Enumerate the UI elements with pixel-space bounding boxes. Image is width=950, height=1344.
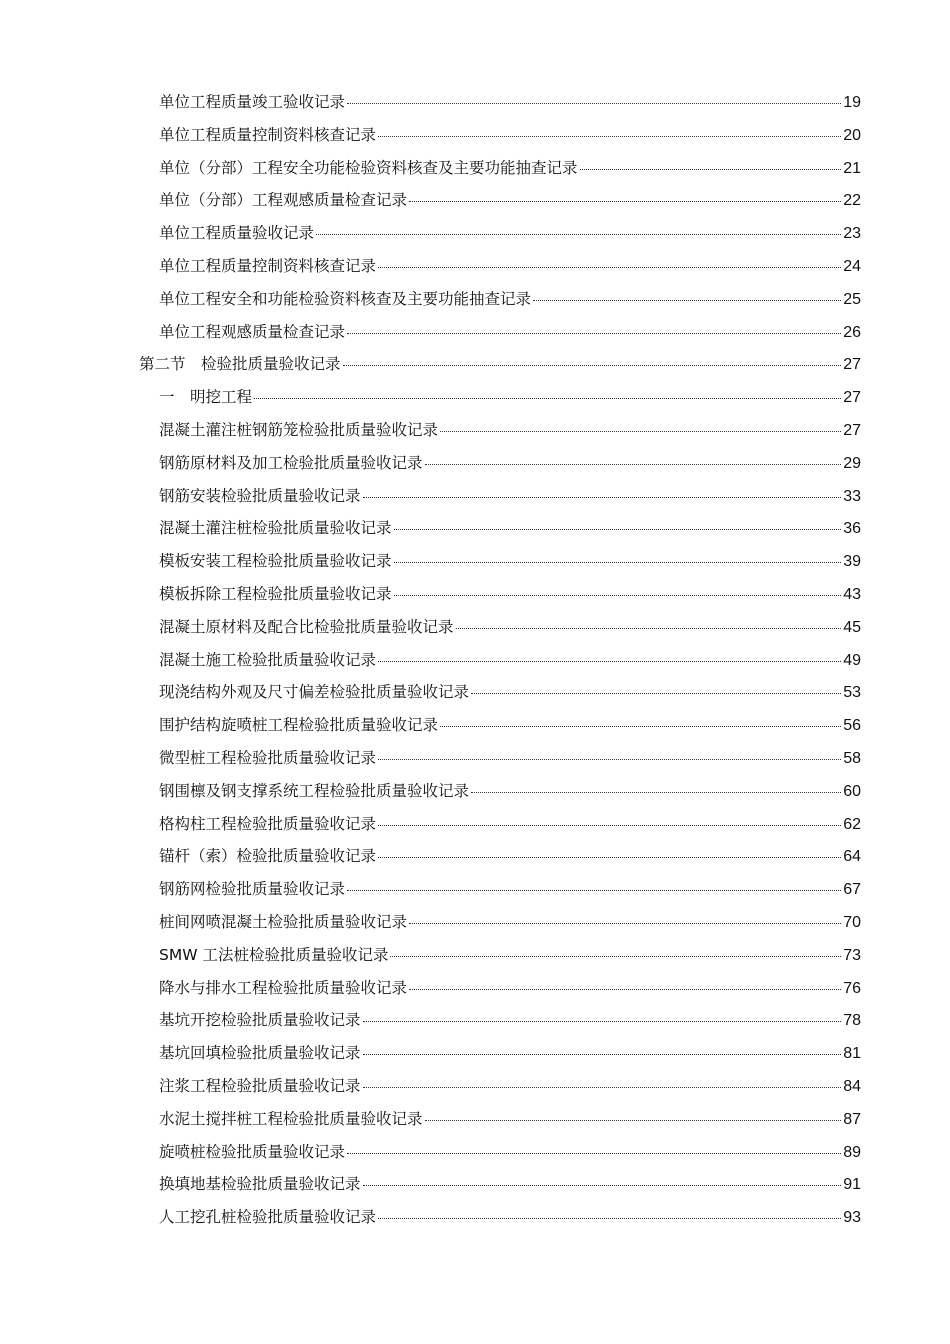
toc-entry-title: 钢筋原材料及加工检验批质量验收记录: [159, 453, 423, 472]
toc-entry-title: 水泥土搅拌桩工程检验批质量验收记录: [159, 1109, 423, 1128]
toc-entry-title: 钢筋安装检验批质量验收记录: [159, 486, 361, 505]
toc-entry[interactable]: [139, 873, 861, 906]
toc-entry-title: 单位工程质量控制资料核查记录: [159, 256, 377, 275]
toc-entry-title: 微型桩工程检验批质量验收记录: [159, 748, 377, 767]
toc-page-number: 93: [843, 1209, 861, 1227]
toc-dot-leader: [347, 102, 841, 104]
toc-entry-title: 换填地基检验批质量验收记录: [159, 1175, 361, 1194]
toc-page-number: 27: [843, 389, 861, 407]
toc-page-number: 91: [843, 1176, 861, 1194]
toc-entry[interactable]: [139, 316, 861, 349]
toc-page-number: 26: [843, 323, 861, 341]
toc-entry[interactable]: [139, 775, 861, 808]
toc-page-number: 89: [843, 1143, 861, 1161]
toc-entry[interactable]: [139, 152, 861, 185]
toc-dot-leader: [378, 824, 841, 826]
toc-page-number: 22: [843, 192, 861, 210]
toc-dot-leader: [409, 200, 841, 202]
toc-dot-leader: [394, 528, 842, 530]
toc-dot-leader: [394, 594, 842, 596]
toc-entry[interactable]: [139, 348, 861, 381]
toc-entry[interactable]: [139, 972, 861, 1005]
toc-dot-leader: [440, 430, 841, 432]
toc-entry[interactable]: [139, 676, 861, 709]
toc-page-number: 70: [843, 913, 861, 931]
toc-dot-leader: [343, 364, 842, 366]
toc-entry[interactable]: [139, 480, 861, 513]
toc-dot-leader: [471, 692, 841, 694]
toc-page-number: 49: [843, 651, 861, 669]
toc-page-number: 20: [843, 126, 861, 144]
toc-entry-title: 模板安装工程检验批质量验收记录: [159, 552, 392, 571]
toc-dot-leader: [425, 1119, 842, 1121]
toc-entry[interactable]: [139, 644, 861, 677]
toc-dot-leader: [363, 1053, 842, 1055]
toc-page-number: 36: [843, 520, 861, 538]
toc-entry[interactable]: [139, 1136, 861, 1169]
toc-entry[interactable]: [139, 709, 861, 742]
toc-entry-title: 单位工程观感质量检查记录: [159, 322, 346, 341]
toc-entry[interactable]: [139, 86, 861, 119]
toc-entry[interactable]: [139, 742, 861, 775]
toc-page-number: 24: [843, 257, 861, 275]
toc-entry-title: 模板拆除工程检验批质量验收记录: [159, 584, 392, 603]
toc-entry[interactable]: [139, 1201, 861, 1234]
toc-entry[interactable]: [139, 217, 861, 250]
toc-entry-title: 单位（分部）工程观感质量检查记录: [159, 191, 408, 210]
toc-dot-leader: [378, 1217, 841, 1219]
toc-entry-title: 锚杆（索）检验批质量验收记录: [159, 847, 377, 866]
toc-page-number: 43: [843, 585, 861, 603]
toc-entry[interactable]: [139, 808, 861, 841]
toc-entry[interactable]: [139, 1004, 861, 1037]
toc-entry[interactable]: [139, 414, 861, 447]
toc-page-number: 58: [843, 749, 861, 767]
toc-dot-leader: [347, 889, 841, 891]
toc-entry-title: 混凝土灌注桩钢筋笼检验批质量验收记录: [159, 420, 439, 439]
toc-page-number: 62: [843, 815, 861, 833]
toc-page-number: 27: [843, 421, 861, 439]
toc-dot-leader: [378, 660, 841, 662]
toc-entry[interactable]: [139, 840, 861, 873]
toc-dot-leader: [533, 299, 841, 301]
toc-entry-title: 单位工程质量验收记录: [159, 224, 315, 243]
toc-entry[interactable]: [139, 447, 861, 480]
toc-page-number: 39: [843, 553, 861, 571]
toc-entry-title: 桩间网喷混凝土检验批质量验收记录: [159, 912, 408, 931]
toc-entry[interactable]: [139, 578, 861, 611]
toc-page-number: 45: [843, 618, 861, 636]
toc-entry[interactable]: [139, 1037, 861, 1070]
toc-entry-title: 钢围檩及钢支撑系统工程检验批质量验收记录: [159, 781, 470, 800]
toc-entry-title: 降水与排水工程检验批质量验收记录: [159, 978, 408, 997]
toc-dot-leader: [378, 266, 841, 268]
toc-page-number: 87: [843, 1110, 861, 1128]
toc-page-number: 78: [843, 1012, 861, 1030]
toc-entry[interactable]: [139, 119, 861, 152]
toc-entry[interactable]: [139, 1168, 861, 1201]
toc-entry-title: SMW 工法桩检验批质量验收记录: [159, 945, 389, 964]
toc-entry-title: 第二节 检验批质量验收记录: [139, 355, 341, 374]
toc-entry-title: 单位工程安全和功能检验资料核查及主要功能抽查记录: [159, 289, 532, 308]
table-of-contents: [139, 86, 861, 1234]
toc-dot-leader: [425, 463, 842, 465]
toc-entry-title: 单位（分部）工程安全功能检验资料核查及主要功能抽查记录: [159, 158, 578, 177]
toc-entry-title: 基坑开挖检验批质量验收记录: [159, 1011, 361, 1030]
toc-dot-leader: [580, 168, 842, 170]
toc-page-number: 53: [843, 684, 861, 702]
toc-page-number: 64: [843, 848, 861, 866]
toc-page-number: 81: [843, 1045, 861, 1063]
toc-page-number: 21: [843, 159, 861, 177]
toc-dot-leader: [440, 725, 841, 727]
toc-dot-leader: [471, 791, 841, 793]
toc-dot-leader: [363, 1020, 842, 1022]
toc-dot-leader: [254, 397, 841, 399]
toc-dot-leader: [409, 922, 841, 924]
toc-entry-title: 混凝土灌注桩检验批质量验收记录: [159, 519, 392, 538]
toc-dot-leader: [378, 856, 841, 858]
toc-dot-leader: [347, 332, 841, 334]
toc-entry-title: 基坑回填检验批质量验收记录: [159, 1044, 361, 1063]
toc-page-number: 25: [843, 290, 861, 308]
toc-entry[interactable]: [139, 250, 861, 283]
toc-page-number: 19: [843, 94, 861, 111]
toc-entry-title: 单位工程质量控制资料核查记录: [159, 125, 377, 144]
toc-entry-title: 围护结构旋喷桩工程检验批质量验收记录: [159, 716, 439, 735]
toc-dot-leader: [316, 233, 841, 235]
toc-entry[interactable]: [139, 545, 861, 578]
toc-entry-title: 格构柱工程检验批质量验收记录: [159, 814, 377, 833]
toc-page-number: 67: [843, 881, 861, 899]
toc-entry-title: 旋喷桩检验批质量验收记录: [159, 1142, 346, 1161]
toc-entry-title: 一 明挖工程: [159, 388, 253, 407]
toc-entry[interactable]: [139, 1103, 861, 1136]
toc-page-number: 60: [843, 782, 861, 800]
toc-entry[interactable]: [139, 906, 861, 939]
toc-dot-leader: [394, 561, 842, 563]
toc-entry[interactable]: [139, 1070, 861, 1103]
toc-page-number: 76: [843, 979, 861, 997]
toc-page-number: 27: [843, 356, 861, 374]
toc-entry-title: 注浆工程检验批质量验收记录: [159, 1076, 361, 1095]
toc-dot-leader: [347, 1152, 841, 1154]
toc-entry-title: 人工挖孔桩检验批质量验收记录: [159, 1208, 377, 1227]
toc-entry[interactable]: [139, 512, 861, 545]
toc-entry-title: 混凝土施工检验批质量验收记录: [159, 650, 377, 669]
toc-entry-title: 钢筋网检验批质量验收记录: [159, 880, 346, 899]
toc-dot-leader: [363, 1086, 842, 1088]
toc-entry[interactable]: [139, 381, 861, 414]
toc-entry[interactable]: [139, 184, 861, 217]
toc-dot-leader: [409, 988, 841, 990]
toc-dot-leader: [378, 758, 841, 760]
toc-page-number: 33: [843, 487, 861, 505]
toc-dot-leader: [378, 135, 841, 137]
toc-page-number: 56: [843, 717, 861, 735]
toc-page-number: 29: [843, 454, 861, 472]
toc-entry[interactable]: [139, 611, 861, 644]
toc-page-number: 84: [843, 1077, 861, 1095]
toc-entry-title: 单位工程质量竣工验收记录: [159, 93, 346, 111]
toc-entry-title: 现浇结构外观及尺寸偏差检验批质量验收记录: [159, 683, 470, 702]
toc-page-number: 73: [843, 946, 861, 964]
toc-entry[interactable]: [139, 939, 861, 972]
toc-dot-leader: [363, 1184, 842, 1186]
toc-entry-title: 混凝土原材料及配合比检验批质量验收记录: [159, 617, 454, 636]
toc-entry[interactable]: [139, 283, 861, 316]
toc-page-number: 23: [843, 225, 861, 243]
toc-dot-leader: [363, 496, 842, 498]
toc-dot-leader: [456, 627, 842, 629]
toc-dot-leader: [390, 955, 841, 957]
